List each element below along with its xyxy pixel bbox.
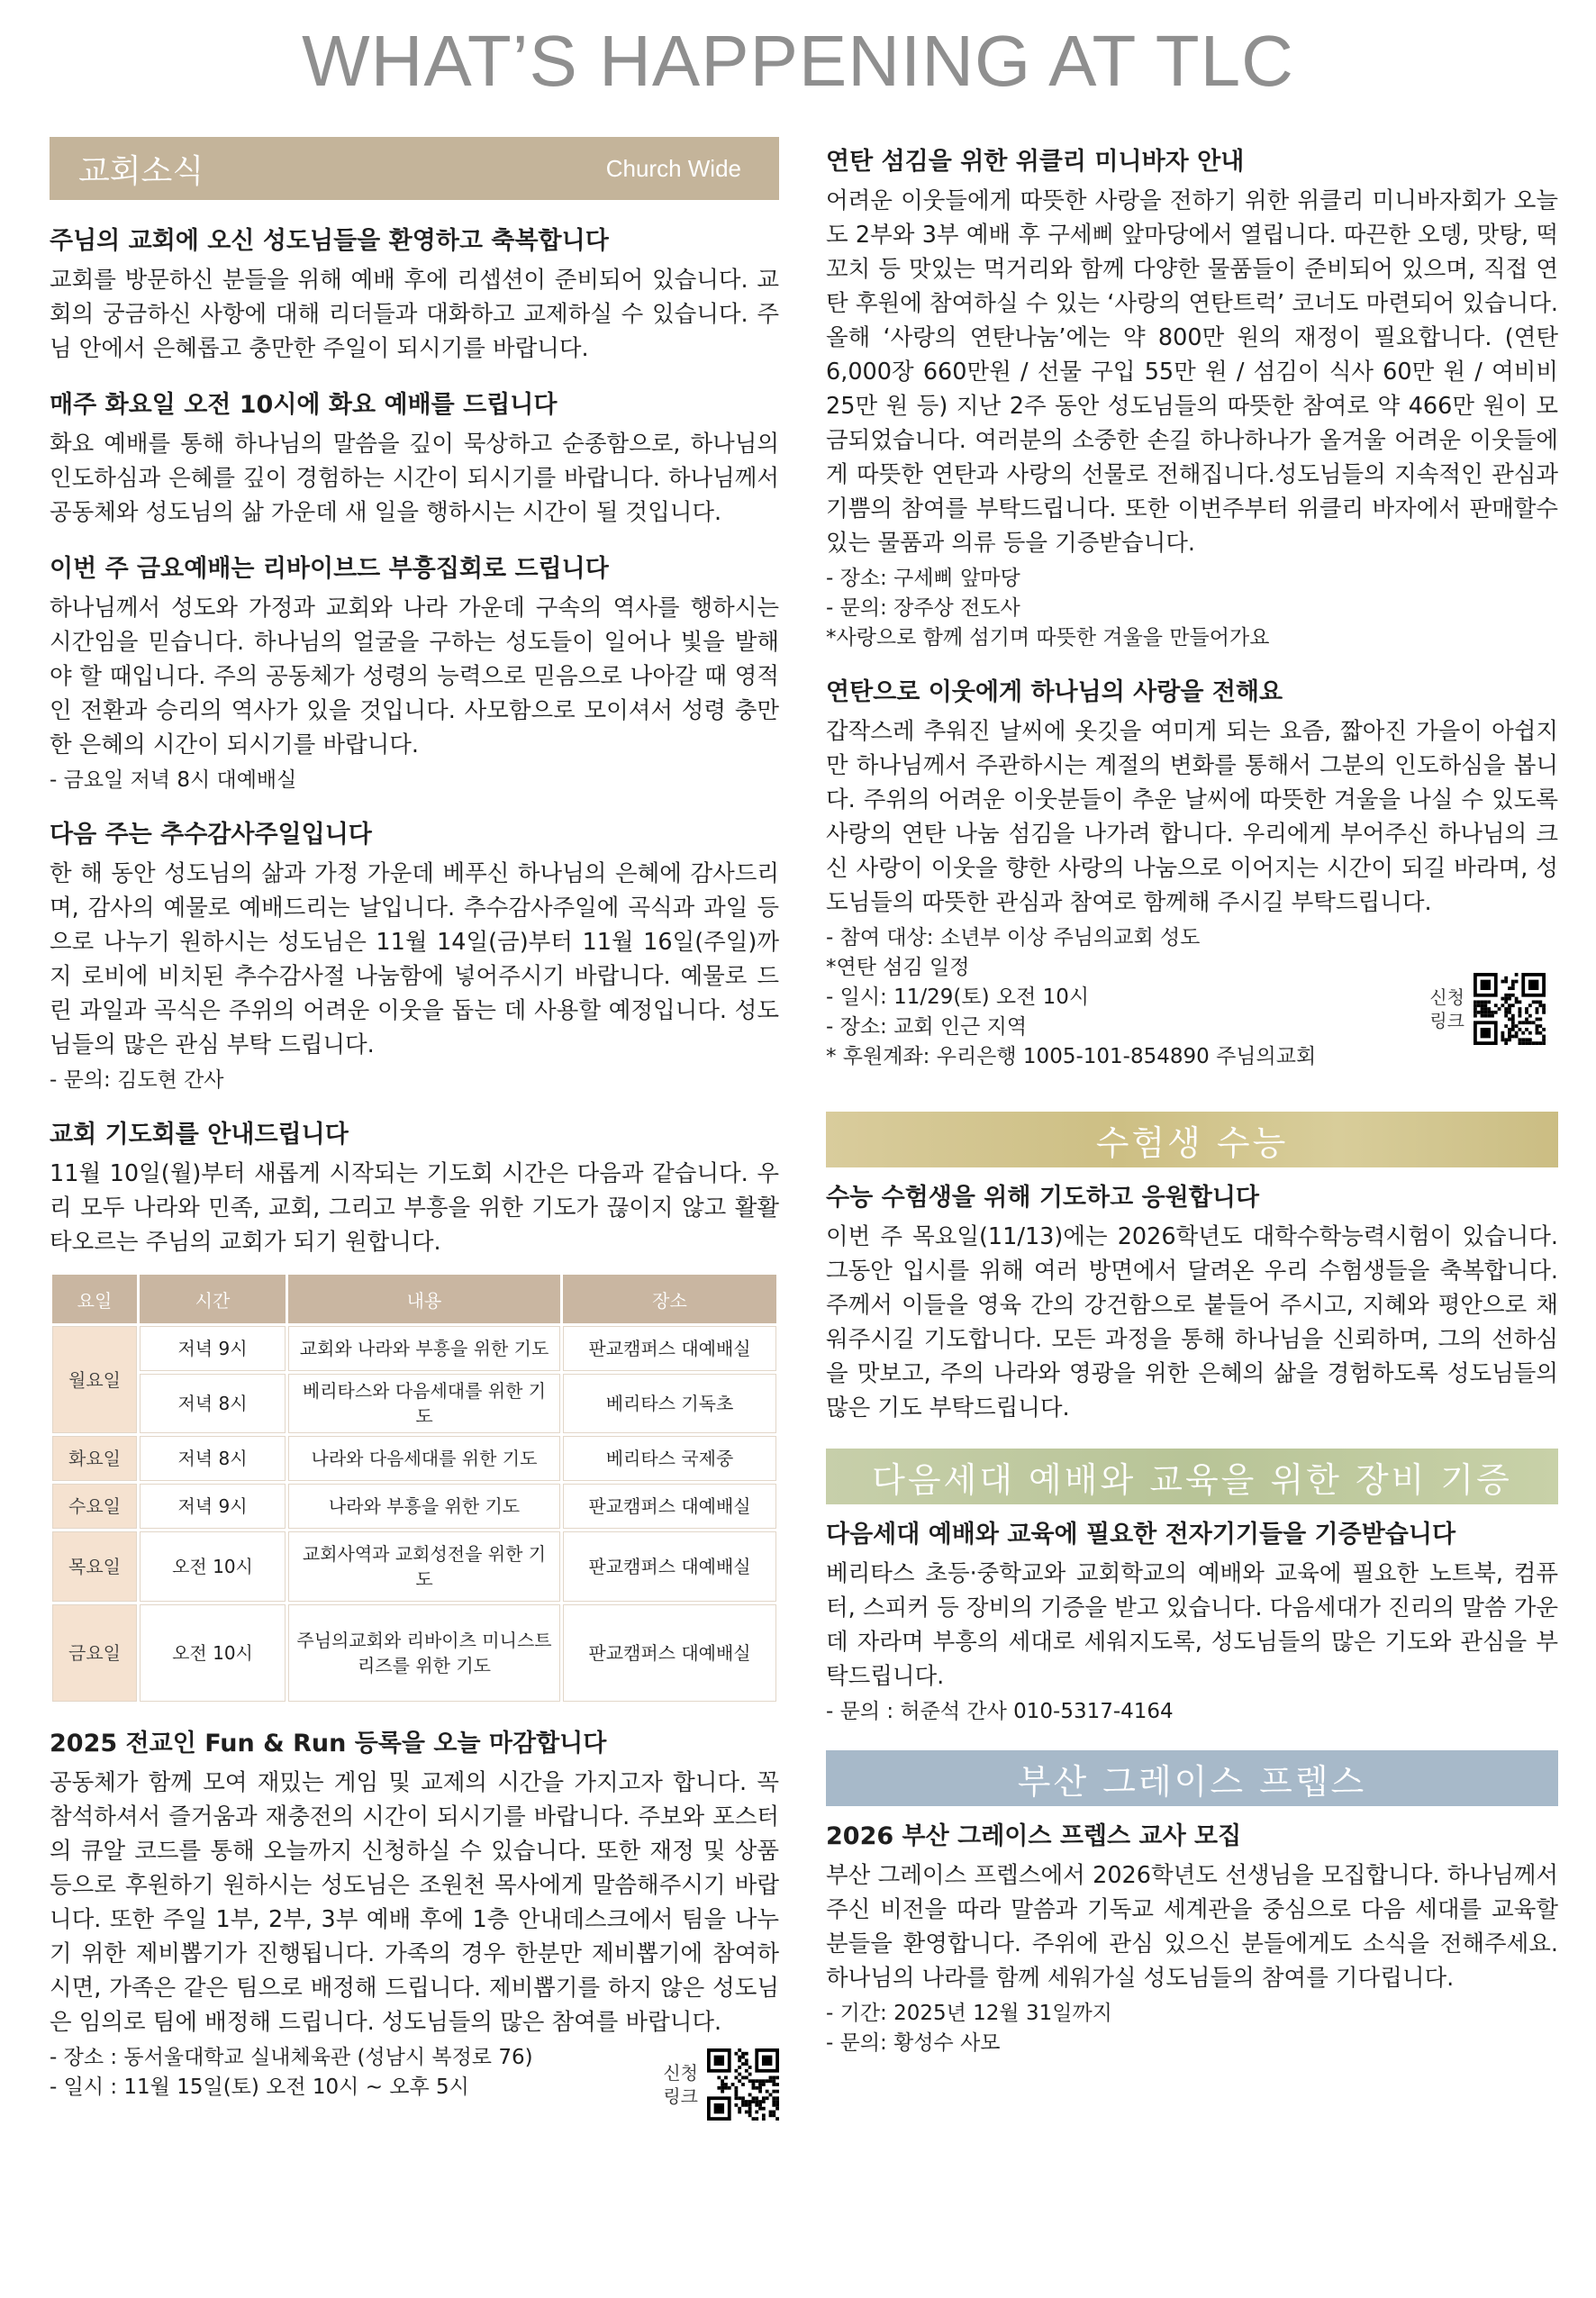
- table-cell-content: 나라와 부흥을 위한 기도: [288, 1484, 560, 1529]
- article-title: 주님의 교회에 오신 성도님들을 환영하고 축복합니다: [50, 227, 609, 255]
- article-info: - 장소: 교회 인근 지역: [826, 1015, 1028, 1039]
- table-cell-place: 판교캠퍼스 대예배실: [563, 1604, 776, 1702]
- table-cell-time: 오전 10시: [140, 1604, 286, 1702]
- left-column: [50, 137, 779, 2126]
- table-cell-day: 금요일: [52, 1604, 137, 1702]
- section-bar-busan: 부산 그레이스 프렙스: [826, 1750, 1558, 1806]
- qr-code-icon: [707, 2048, 779, 2121]
- table-cell-day: 화요일: [52, 1436, 137, 1481]
- article-exam-prayer: [826, 1182, 1558, 1425]
- article-title: 다음 주는 추수감사주일입니다: [50, 821, 372, 849]
- table-cell-day: 월요일: [52, 1326, 137, 1433]
- article-body: 하나님께서 성도와 가정과 교회와 나라 가운데 구속의 역사를 행하시는 시간임을 믿습니다. 하나님의 얼굴을 구하는 성도들이 일어나 빛을 발해야 할 때입니다. 주의 공동체가 성령의 능력으로 믿음으로 나아갈 때 영적인 전환과 승리의 역사가 있을 것입니다. 사모함으로 모이셔서 성령 충만한 은혜의 시간이 되시기를 바랍니다.: [50, 595, 779, 758]
- section-bar-nextgen: 다음세대 예배와 교육을 위한 장비 기증: [826, 1449, 1558, 1504]
- article-body: 한 해 동안 성도님의 삶과 가정 가운데 베푸신 하나님의 은혜에 감사드리며, 감사의 예물로 예배드리는 날입니다. 추수감사주일에 곡식과 과일 등으로 나누기 원하시는 성도님은 11월 14일(금)부터 11월 16일(주일)까지 로비에 비치된 추수감사절 나눔함에 넣어주시기 바랍니다. 예물로 드린 과일과 곡식은 주위의 어려운 이웃을 돕는 데 사용할 예정입니다. 성도님들의 많은 관심 부탁 드립니다.: [50, 860, 779, 1058]
- article-title: 연탄으로 이웃에게 하나님의 사랑을 전해요: [826, 678, 1283, 706]
- article-info: - 문의: 장주상 전도사: [826, 596, 1020, 620]
- article-info: - 기간: 2025년 12월 31일까지: [826, 2002, 1112, 2025]
- signup-qr-link[interactable]: [663, 2048, 779, 2121]
- article-body: 어려운 이웃들에게 따뜻한 사랑을 전하기 위한 위클리 미니바자회가 오늘도 2부와 3부 예배 후 구세삐 앞마당에서 열립니다. 따끈한 오뎅, 맛탕, 떡꼬치 등 맛있는 먹거리와 함께 다양한 물품들이 준비되어 있으며, 직접 연탄 후원에 참여하실 수 있는 ‘사랑의 연탄트럭’ 코너도 마련되어 있습니다. 올해 ‘사랑의 연탄나눔’에는 약 800만 원의 재정이 필요합니다. (연탄 6,000장 660만원 / 선물 구입 55만 원 / 섬김이 식사 60만 원 / 여비비 25만 원 등) 지난 2주 동안 성도님들의 따뜻한 참여로 약 466만 원이 모금되었습니다. 여러분의 소중한 손길 하나하나가 올겨울 어려운 이웃들에게 따뜻한 연탄과 사랑의 선물로 전해집니다.성도님들의 지속적인 관심과 기쁨의 참여를 부탁드립니다. 또한 이번주부터 위클리 바자에서 판매할수 있는 물품과 의류 등을 기증받습니다.: [826, 187, 1558, 557]
- article-info: *사랑으로 함께 섬기며 따뜻한 겨울을 만들어가요: [826, 626, 1270, 649]
- table-cell-place: 베리타스 국제중: [563, 1436, 776, 1481]
- article-welcome: [50, 225, 779, 366]
- article-body: 부산 그레이스 프렙스에서 2026학년도 선생님을 모집합니다. 하나님께서 주신 비전을 따라 말씀과 기독교 세계관을 중심으로 다음 세대를 교육할 분들을 환영합니다. 주위에 관심 있으신 분들에게도 소식을 전해주세요. 하나님의 나라를 함께 세워가실 성도님들의 참여를 기다립니다.: [826, 1862, 1558, 1992]
- article-title: 수능 수험생을 위해 기도하고 응원합니다: [826, 1184, 1259, 1212]
- article-body: 공동체가 함께 모여 재밌는 게임 및 교제의 시간을 가지고자 합니다. 꼭 참석하셔서 즐거움과 재충전의 시간이 되시기를 바랍니다. 주보와 포스터의 큐알 코드를 통해 오늘까지 신청하실 수 있습니다. 또한 재정 및 상품 등으로 후원하기 원하시는 성도님은 조원천 목사에게 말씀해주시기 바랍니다. 또한 주일 1부, 2부, 3부 예배 후에 1층 안내데스크에서 팀을 나누기 위한 제비뽑기가 진행됩니다. 가족의 경우 한분만 제비뽑기에 참여하시면, 가족은 같은 팀으로 배정해 드립니다. 제비뽑기를 하지 않은 성도님은 임의로 팀에 배정해 드립니다. 성도님들의 많은 참여를 바랍니다.: [50, 1769, 779, 2036]
- table-cell-time: 저녁 8시: [140, 1374, 286, 1433]
- article-info: - 문의 : 허준석 간사 010-5317-4164: [826, 1700, 1174, 1723]
- article-title: 다음세대 예배와 교육에 필요한 전자기기들을 기증받습니다: [826, 1521, 1456, 1549]
- article-body: 이번 주 목요일(11/13)에는 2026학년도 대학수학능력시험이 있습니다. 그동안 입시를 위해 여러 방면에서 달려온 우리 수험생들을 축복합니다. 주께서 이들을 영육 간의 강건함으로 붙들어 주시고, 지혜와 평안으로 채워주시길 기도합니다. 모든 과정을 통해 하나님을 신뢰하며, 그의 선하심을 맛보고, 주의 나라와 영광을 위한 은혜의 삶을 경험하도록 성도님들의 많은 기도 부탁드립니다.: [826, 1223, 1558, 1421]
- article-title: 2026 부산 그레이스 프렙스 교사 모집: [826, 1822, 1242, 1850]
- article-info: - 금요일 저녁 8시 대예배실: [50, 768, 297, 792]
- article-info: - 참여 대상: 소년부 이상 주님의교회 성도: [826, 926, 1201, 949]
- article-body: 화요 예배를 통해 하나님의 말씀을 깊이 묵상하고 순종함으로, 하나님의 인도하심과 은혜를 깊이 경험하는 시간이 되시기를 바랍니다. 하나님께서 공동체와 성도님의 삶 가운데 새 일을 행하시는 시간이 될 것입니다.: [50, 431, 779, 526]
- article-info: - 장소: 구세삐 앞마당: [826, 567, 1020, 590]
- article-title: 연탄 섬김을 위한 위클리 미니바자 안내: [826, 148, 1245, 176]
- article-busan-teacher: [826, 1821, 1558, 2058]
- table-cell-time: 저녁 9시: [140, 1326, 286, 1371]
- article-title: 교회 기도회를 안내드립니다: [50, 1121, 349, 1149]
- article-info: - 일시 : 11월 15일(토) 오전 10시 ~ 오후 5시: [50, 2075, 469, 2099]
- article-title: 2025 전교인 Fun & Run 등록을 오늘 마감합니다: [50, 1730, 607, 1758]
- qr-label: 신청 링크: [663, 2062, 698, 2107]
- table-row: [52, 1484, 776, 1529]
- signup-qr-link[interactable]: [1429, 973, 1546, 1045]
- table-cell-day: 수요일: [52, 1484, 137, 1529]
- table-cell-time: 오전 10시: [140, 1531, 286, 1602]
- table-cell-content: 교회와 나라와 부흥을 위한 기도: [288, 1326, 560, 1371]
- article-revival: [50, 553, 779, 795]
- table-header: 요일: [52, 1275, 137, 1323]
- qr-code-icon: [1474, 973, 1546, 1045]
- right-column: [826, 146, 1558, 2082]
- qr-label: 신청 링크: [1429, 986, 1465, 1031]
- article-info: - 일시: 11/29(토) 오전 10시: [826, 986, 1090, 1009]
- table-cell-content: 주님의교회와 리바이츠 미니스트리즈를 위한 기도: [288, 1604, 560, 1702]
- table-cell-content: 베리타스와 다음세대를 위한 기도: [288, 1374, 560, 1433]
- table-cell-place: 판교캠퍼스 대예배실: [563, 1484, 776, 1529]
- table-header: 시간: [140, 1275, 286, 1323]
- table-header: 장소: [563, 1275, 776, 1323]
- table-row: [52, 1374, 776, 1433]
- page-title: WHAT’S HAPPENING AT TLC: [302, 21, 1294, 101]
- article-info: - 문의: 김도현 간사: [50, 1068, 224, 1092]
- table-cell-place: 판교캠퍼스 대예배실: [563, 1326, 776, 1371]
- category-korean: 교회소식: [78, 152, 204, 190]
- article-info: * 후원계좌: 우리은행 1005-101-854890 주님의교회: [826, 1045, 1317, 1068]
- article-info: - 문의: 황성수 사모: [826, 2031, 1001, 2055]
- article-body: 11월 10일(월)부터 새롭게 시작되는 기도회 시간은 다음과 같습니다. 우리 모두 나라와 민족, 교회, 그리고 부흥을 위한 기도가 끊이지 않고 활활 타오르는 주님의 교회가 되기 원합니다.: [50, 1160, 779, 1256]
- table-cell-place: 베리타스 기독초: [563, 1374, 776, 1433]
- table-row: [52, 1436, 776, 1481]
- article-info: - 장소 : 동서울대학교 실내체육관 (성남시 복정로 76): [50, 2046, 533, 2069]
- article-title: 매주 화요일 오전 10시에 화요 예배를 드립니다: [50, 391, 558, 419]
- table-cell-time: 저녁 8시: [140, 1436, 286, 1481]
- table-cell-content: 교회사역과 교회성전을 위한 기도: [288, 1531, 560, 1602]
- prayer-schedule-table: [50, 1272, 779, 1704]
- article-fun-and-run: [50, 1728, 779, 2107]
- category-bar: [50, 137, 779, 200]
- table-header: 내용: [288, 1275, 560, 1323]
- section-bar-exam: 수험생 수능: [826, 1112, 1558, 1167]
- article-thanksgiving: [50, 819, 779, 1095]
- table-row: [52, 1531, 776, 1602]
- article-info: *연탄 섬김 일정: [826, 956, 970, 979]
- table-row: [52, 1604, 776, 1702]
- table-cell-day: 목요일: [52, 1531, 137, 1602]
- article-mini-bazaar: [826, 146, 1558, 653]
- article-briquette-sharing: [826, 677, 1558, 1072]
- article-prayer-meeting: [50, 1119, 779, 1704]
- article-nextgen-donation: [826, 1519, 1558, 1727]
- table-cell-place: 판교캠퍼스 대예배실: [563, 1531, 776, 1602]
- table-cell-time: 저녁 9시: [140, 1484, 286, 1529]
- table-row: [52, 1326, 776, 1371]
- article-body: 교회를 방문하신 분들을 위해 예배 후에 리셉션이 준비되어 있습니다. 교회의 궁금하신 사항에 대해 리더들과 대화하고 교제하실 수 있습니다. 주님 안에서 은혜롭고 충만한 주일이 되시기를 바랍니다.: [50, 267, 779, 362]
- article-tuesday-worship: [50, 389, 779, 530]
- article-title: 이번 주 금요예배는 리바이브드 부흥집회로 드립니다: [50, 555, 609, 583]
- category-english: Church Wide: [605, 154, 741, 182]
- article-body: 갑작스레 추워진 날씨에 옷깃을 여미게 되는 요즘, 짧아진 가을이 아쉽지만 하나님께서 주관하시는 계절의 변화를 통해서 그분의 인도하심을 봅니다. 주위의 어려운 이웃분들이 추운 날씨에 따뜻한 겨울을 나실 수 있도록 사랑의 연탄 나눔 섬김을 나가려 합니다. 우리에게 부어주신 하나님의 크신 사랑이 이웃을 향한 사랑의 나눔으로 이어지는 시간이 되길 바라며, 성도님들의 따뜻한 관심과 참여로 함께해 주시길 부탁드립니다.: [826, 718, 1558, 916]
- article-body: 베리타스 초등·중학교와 교회학교의 예배와 교육에 필요한 노트북, 컴퓨터, 스피커 등 장비의 기증을 받고 있습니다. 다음세대가 진리의 말씀 가운데 자라며 부흥의 세대로 세워지도록, 성도님들의 많은 기도와 관심을 부탁드립니다.: [826, 1560, 1558, 1690]
- table-cell-content: 나라와 다음세대를 위한 기도: [288, 1436, 560, 1481]
